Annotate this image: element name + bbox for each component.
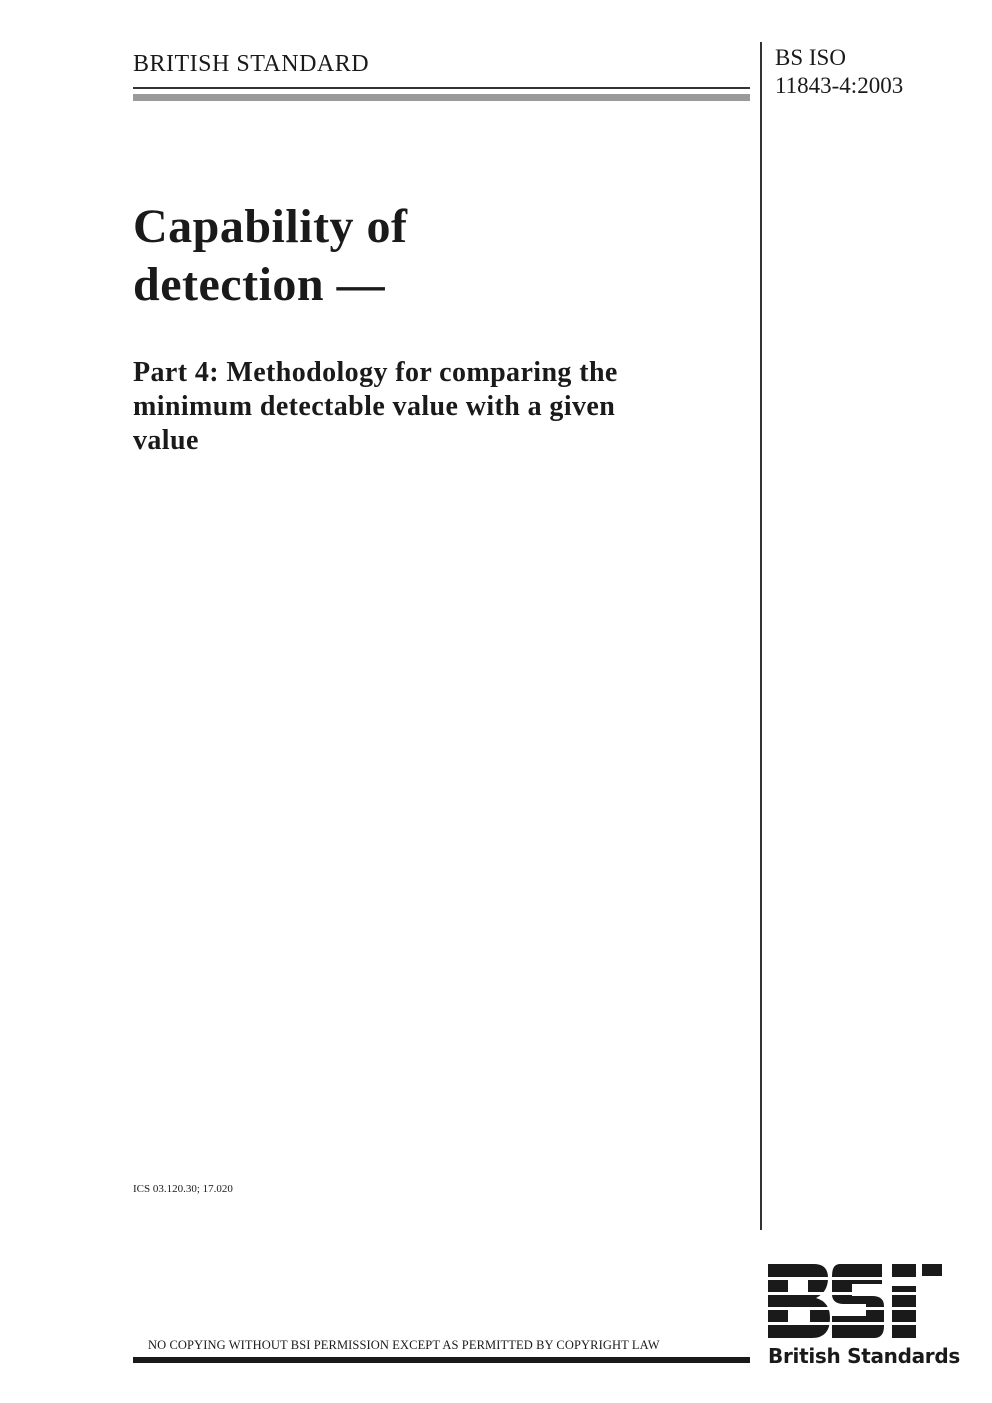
vertical-divider [760, 42, 762, 1230]
header-thin-rule [133, 87, 750, 89]
document-title-line1: Capability of [133, 200, 408, 253]
bsi-wordmark-icon [766, 1262, 946, 1342]
standard-number-line1: BS ISO [775, 45, 846, 70]
standard-number-line2: 11843-4:2003 [775, 73, 904, 98]
document-title-line2: detection — [133, 258, 386, 311]
bsi-caption: British Standards [768, 1344, 960, 1368]
header-label: BRITISH STANDARD [133, 51, 370, 77]
document-subtitle-line1: Part 4: Methodology for comparing the [133, 357, 618, 388]
standard-number [775, 44, 903, 100]
document-subtitle-line3: value [133, 425, 199, 456]
footer-rule [133, 1357, 750, 1363]
header-thick-rule [133, 94, 750, 101]
document-title [133, 198, 733, 314]
document-subtitle [133, 356, 748, 458]
copyright-notice: NO COPYING WITHOUT BSI PERMISSION EXCEPT AS PERMITTED BY COPYRIGHT LAW [148, 1338, 660, 1352]
ics-code: ICS 03.120.30; 17.020 [133, 1183, 233, 1195]
document-subtitle-line2: minimum detectable value with a given [133, 391, 616, 422]
